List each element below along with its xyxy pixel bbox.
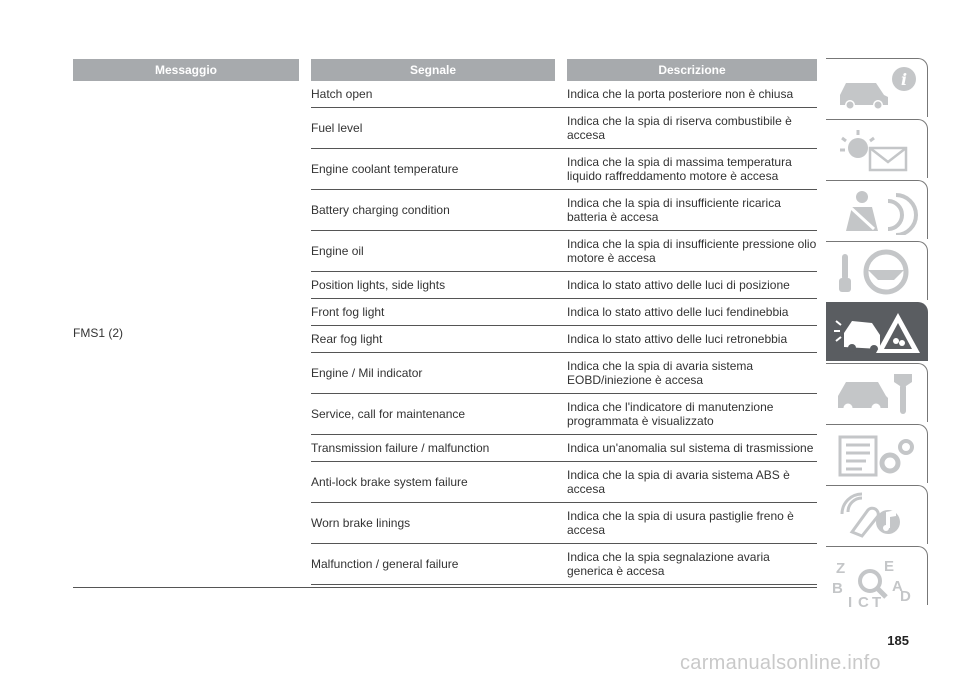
description-cell: Indica che la spia di avaria sistema EOBD/iniezione è accesa <box>567 359 754 387</box>
signal-cell: Malfunction / general failure <box>311 557 459 571</box>
tab-warning-lights[interactable] <box>826 119 928 178</box>
tab-index[interactable] <box>826 546 928 605</box>
table-header <box>73 59 817 81</box>
signal-cell: Transmission failure / malfunction <box>311 441 490 455</box>
svg-text:B: B <box>832 580 843 597</box>
svg-text:D: D <box>900 588 911 605</box>
technical-data-icon <box>832 431 922 479</box>
table-row <box>311 299 817 326</box>
signal-cell: Battery charging condition <box>311 203 450 217</box>
signal-cell: Service, call for maintenance <box>311 407 466 421</box>
safety-seatbelt-icon <box>832 187 922 235</box>
header-messaggio: Messaggio <box>73 59 299 81</box>
description-cell: Indica che la spia di riserva combustibile è accesa <box>567 114 792 142</box>
signal-cell: Engine coolant temperature <box>311 162 459 176</box>
header-segnale: Segnale <box>311 59 555 81</box>
index-icon <box>832 553 922 607</box>
signal-cell: Anti-lock brake system failure <box>311 475 468 489</box>
table-row <box>311 190 817 231</box>
message-code: FMS1 (2) <box>73 326 124 340</box>
header-descrizione: Descrizione <box>567 59 817 81</box>
tab-technical-data[interactable] <box>826 424 928 483</box>
svg-text:T: T <box>872 594 882 607</box>
table-row <box>311 149 817 190</box>
table-row <box>311 108 817 149</box>
signal-cell: Engine / Mil indicator <box>311 366 423 380</box>
signal-cell: Rear fog light <box>311 332 383 346</box>
svg-text:i: i <box>900 70 908 89</box>
table-row <box>311 462 817 503</box>
warning-lights-messages-icon <box>832 126 922 174</box>
table-end-line <box>73 587 817 588</box>
description-cell: Indica lo stato attivo delle luci retronebbia <box>567 332 788 346</box>
svg-text:Z: Z <box>836 560 846 577</box>
svg-text:I: I <box>848 594 853 607</box>
description-cell: Indica che la spia di insufficiente pressione olio motore è accesa <box>567 237 817 265</box>
description-cell: Indica che la spia di massima temperatura liquido raffreddamento motore è accesa <box>567 155 792 183</box>
description-cell: Indica che la spia segnalazione avaria generica è accesa <box>567 550 770 578</box>
table-row <box>311 353 817 394</box>
description-cell: Indica che la spia di usura pastiglie freno è accesa <box>567 509 794 537</box>
table-row <box>311 544 817 585</box>
table-row <box>311 81 817 108</box>
svg-text:C: C <box>858 594 869 607</box>
tab-car-info[interactable] <box>826 58 928 117</box>
multimedia-icon <box>832 492 922 540</box>
table-row <box>311 394 817 435</box>
signal-cell: Position lights, side lights <box>311 278 446 292</box>
table-row <box>311 231 817 272</box>
description-cell: Indica lo stato attivo delle luci fendinebbia <box>567 305 789 319</box>
tab-maintenance[interactable] <box>826 363 928 422</box>
signal-cell: Fuel level <box>311 121 363 135</box>
tab-emergency[interactable] <box>826 302 928 361</box>
description-cell: Indica che la porta posteriore non è chiusa <box>567 87 794 101</box>
table-row <box>311 326 817 353</box>
driving-steering-icon <box>832 248 922 296</box>
description-cell: Indica lo stato attivo delle luci di posizione <box>567 278 790 292</box>
signal-cell: Hatch open <box>311 87 373 101</box>
description-cell: Indica che la spia di insufficiente ricarica batteria è accesa <box>567 196 781 224</box>
watermark-text: carmanualsonline.info <box>680 652 881 674</box>
signal-cell: Engine oil <box>311 244 364 258</box>
message-table <box>73 59 817 585</box>
emergency-icon <box>832 309 922 357</box>
description-cell: Indica che la spia di avaria sistema ABS è accesa <box>567 468 790 496</box>
table-row <box>311 272 817 299</box>
tab-driving[interactable] <box>826 241 928 300</box>
signal-rows <box>311 81 817 585</box>
description-cell: Indica un'anomalia sul sistema di trasmissione <box>567 441 814 455</box>
page-number: 185 <box>887 633 909 648</box>
table-row <box>311 503 817 544</box>
tab-safety[interactable] <box>826 180 928 239</box>
signal-cell: Front fog light <box>311 305 385 319</box>
description-cell: Indica che l'indicatore di manutenzione programmata è visualizzato <box>567 400 774 428</box>
svg-text:E: E <box>884 558 895 575</box>
signal-cell: Worn brake linings <box>311 516 411 530</box>
car-info-icon <box>832 65 922 113</box>
car-maintenance-icon <box>832 370 922 418</box>
table-row <box>311 435 817 462</box>
tab-multimedia[interactable] <box>826 485 928 544</box>
table-body <box>73 81 817 585</box>
svg-text:A: A <box>892 578 903 595</box>
